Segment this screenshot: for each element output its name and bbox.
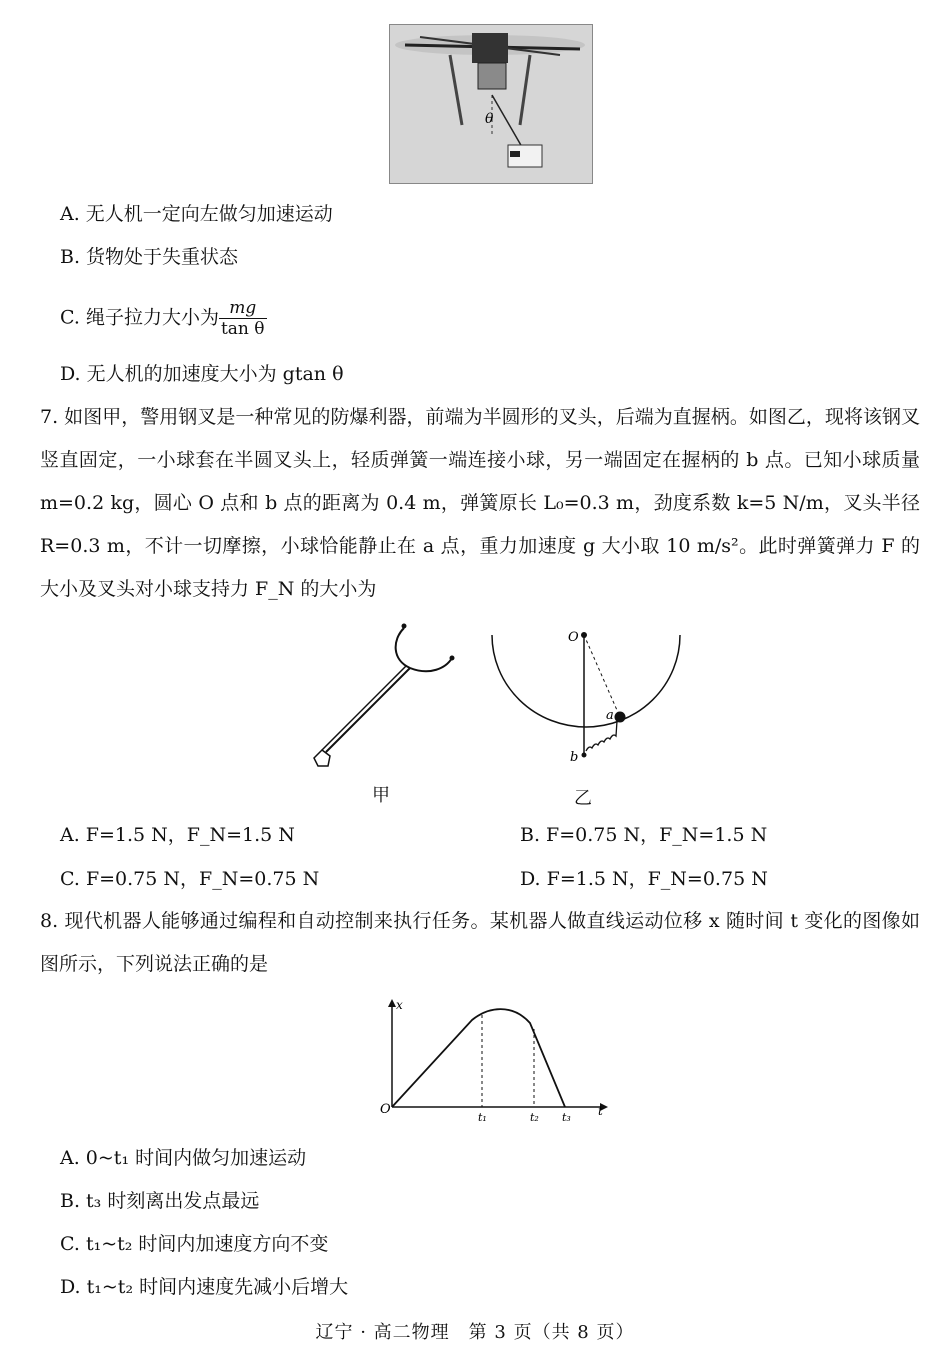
label-b: b [570,750,579,765]
q8-option-a: A. 0~t₁ 时间内做匀加速运动 [60,1147,307,1169]
fraction-denominator: tan θ [220,319,265,339]
fork-figure-yi [490,625,690,775]
point-b [582,753,587,758]
q7-option-c: C. F=0.75 N，F_N=0.75 N [60,868,320,890]
origin-label: O [380,1102,391,1117]
q6-option-b: B. 货物处于失重状态 [60,246,239,268]
fraction-numerator: mg [219,298,267,319]
drone-illustration [390,25,592,183]
label-O: O [568,630,579,645]
theta-label: θ [485,111,494,127]
caption-jia: 甲 [372,785,390,806]
caption-yi: 乙 [574,788,592,809]
q6-option-d: D. 无人机的加速度大小为 gtan θ [60,363,344,385]
tick-t3: t₃ [562,1111,571,1124]
page-footer: 辽宁 · 高二物理 第 3 页（共 8 页） [315,1322,635,1343]
ball-a [615,712,626,723]
xt-curve [392,1009,565,1107]
q7-option-a: A. F=1.5 N，F_N=1.5 N [60,824,295,846]
q6-option-c-fraction [219,298,267,339]
q7-option-b: B. F=0.75 N，F_N=1.5 N [520,824,768,846]
t-axis-label: t [598,1104,603,1118]
q8-option-c: C. t₁~t₂ 时间内加速度方向不变 [60,1233,329,1255]
q6-option-c-text: C. 绳子拉力大小为 [60,306,219,329]
xt-graph [372,995,612,1125]
q7-option-d: D. F=1.5 N，F_N=0.75 N [520,868,768,890]
q8-option-d: D. t₁~t₂ 时间内速度先减小后增大 [60,1276,349,1298]
tick-t1: t₁ [478,1111,487,1124]
q8-option-b: B. t₃ 时刻离出发点最远 [60,1190,260,1212]
q6-option-c [60,298,267,339]
label-a: a [606,708,614,723]
x-axis-label: x [396,998,403,1012]
drone-photo [389,24,593,184]
tick-t2: t₂ [530,1111,539,1124]
q8-stem: 8. 现代机器人能够通过编程和自动控制来执行任务。某机器人做直线运动位移 x 随时间 t 变化的图像如图所示，下列说法正确的是 [40,910,920,975]
q7-stem: 7. 如图甲，警用钢叉是一种常见的防爆利器，前端为半圆形的叉头，后端为直握柄。如图乙，现将该钢叉竖直固定，一小球套在半圆叉头上，轻质弹簧一端连接小球，另一端固定在握柄的 b 点。已知小球质量 m=0.2 kg，圆心 O 点和 b 点的距离为 0.4 m，弹簧原长 L₀=0.3 m，劲度系数 k=5 N/m，叉头半径 R=0.3 m，不计一切摩擦，小球恰能静止在 a 点，重力加速度 g 大小取 10 m/s²。此时弹簧弹力 F 的大小及叉头对小球支持力 F_N 的大小为 [40,406,920,600]
fork-figure-jia [300,618,470,778]
q6-option-a: A. 无人机一定向左做匀加速运动 [60,203,333,225]
